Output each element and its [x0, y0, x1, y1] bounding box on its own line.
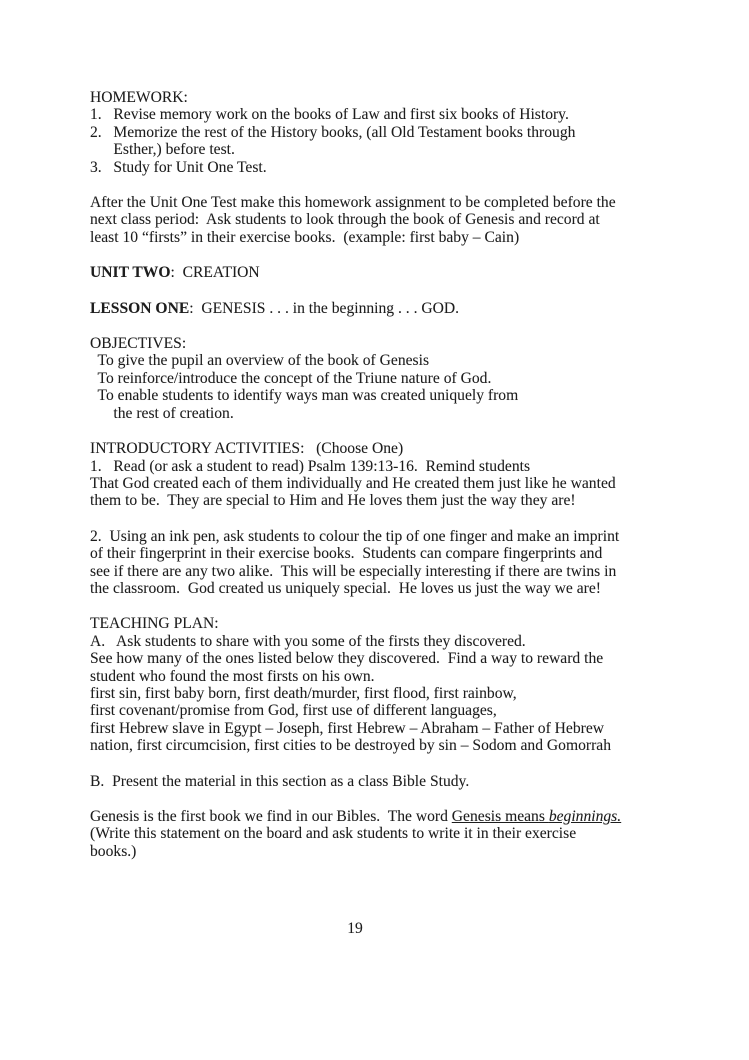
text-line: of their fingerprint in their exercise books. Students can compare fingerprints and — [90, 545, 603, 563]
unit-heading-rest: : CREATION — [170, 264, 260, 282]
section-assignment — [90, 194, 660, 246]
teaching-plan-heading: TEACHING PLAN: — [90, 615, 219, 633]
genesis-sentence-underlined: Genesis means — [451, 808, 549, 825]
section-b — [90, 773, 660, 790]
unit-heading-bold: UNIT TWO — [90, 264, 171, 282]
section-teaching-plan — [90, 615, 660, 754]
text-line: B. Present the material in this section as a class Bible Study. — [90, 772, 470, 790]
section-activity-2 — [90, 528, 660, 598]
page-content — [90, 89, 660, 878]
homework-item-3: 3. Study for Unit One Test. — [90, 158, 267, 176]
objective-item: To give the pupil an overview of the book of Genesis — [90, 352, 430, 370]
homework-item-2-continued: Esther,) before test. — [90, 141, 235, 159]
text-line: books.) — [90, 842, 137, 860]
text-line: first covenant/promise from God, first use of different languages, — [90, 702, 497, 720]
homework-item-2: 2. Memorize the rest of the History books, (all Old Testament books through — [90, 123, 576, 141]
section-genesis-note — [90, 808, 660, 860]
genesis-sentence-underlined-italic: beginnings. — [548, 808, 622, 825]
homework-heading: HOMEWORK: — [90, 89, 188, 106]
section-objectives — [90, 335, 660, 422]
text-line: the classroom. God created us uniquely special. He loves us just the way we are! — [90, 579, 601, 597]
text-line: nation, first circumcision, first cities to be destroyed by sin – Sodom and Gomorrah — [90, 737, 611, 755]
section-homework — [90, 89, 660, 176]
genesis-sentence-normal: Genesis is the first book we find in our Bibles. The word — [90, 808, 452, 825]
lesson-heading-bold: LESSON ONE — [90, 299, 190, 317]
text-line: first sin, first baby born, first death/murder, first flood, first rainbow, — [90, 684, 517, 702]
text-line: A. Ask students to share with you some of the firsts they discovered. — [90, 632, 526, 650]
section-introductory-activities — [90, 440, 660, 510]
homework-item-1: 1. Revise memory work on the books of Law and first six books of History. — [90, 106, 569, 124]
section-lesson-heading — [90, 300, 660, 317]
introductory-heading: INTRODUCTORY ACTIVITIES: (Choose One) — [90, 440, 404, 458]
text-line: next class period: Ask students to look through the book of Genesis and record at — [90, 211, 600, 229]
objective-item: To reinforce/introduce the concept of the Triune nature of God. — [90, 369, 492, 387]
genesis-sentence — [90, 808, 660, 825]
page-number: 19 — [347, 920, 363, 937]
text-line: After the Unit One Test make this homework assignment to be completed before the — [90, 194, 616, 212]
text-line: That God created each of them individually and He created them just like he wanted — [90, 474, 616, 492]
text-line: 1. Read (or ask a student to read) Psalm 139:13-16. Remind students — [90, 457, 531, 475]
text-line: see if there are any two alike. This will be especially interesting if there are twins in — [90, 562, 617, 580]
lesson-heading-rest: : GENESIS . . . in the beginning . . . GOD. — [189, 299, 460, 317]
objective-item: To enable students to identify ways man was created uniquely from — [90, 387, 519, 405]
section-unit-heading — [90, 264, 660, 281]
text-line: student who found the most firsts on his own. — [90, 667, 375, 685]
text-line: first Hebrew slave in Egypt – Joseph, first Hebrew – Abraham – Father of Hebrew — [90, 719, 605, 737]
text-line: 2. Using an ink pen, ask students to colour the tip of one finger and make an imprint — [90, 527, 620, 545]
lesson-heading — [90, 300, 660, 317]
objectives-heading: OBJECTIVES: — [90, 335, 187, 353]
text-line: (Write this statement on the board and ask students to write it in their exercise — [90, 825, 577, 843]
text-line: least 10 “firsts” in their exercise books. (example: first baby – Cain) — [90, 228, 520, 246]
objective-item-continued: the rest of creation. — [90, 404, 234, 422]
text-line: them to be. They are special to Him and He loves them just the way they are! — [90, 492, 576, 510]
unit-heading — [90, 264, 660, 281]
text-line: See how many of the ones listed below they discovered. Find a way to reward the — [90, 650, 604, 668]
